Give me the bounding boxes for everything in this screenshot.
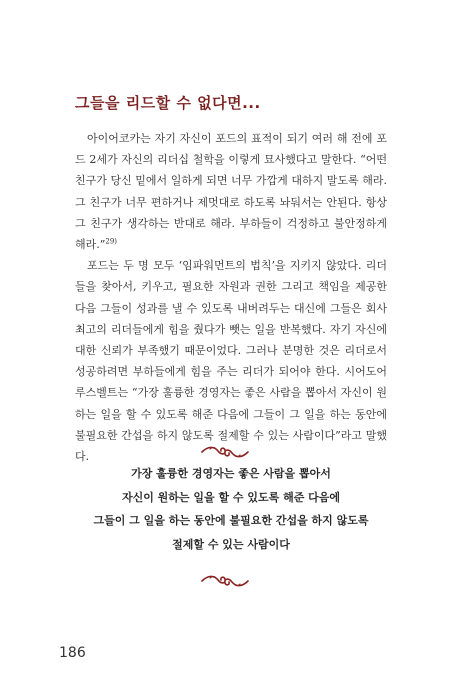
- page-number: 186: [59, 645, 86, 661]
- quote-line: 가장 훌륭한 경영자는 좋은 사람을 뽑아서: [131, 467, 331, 480]
- flourish-bottom-icon: [0, 573, 450, 592]
- pull-quote: [75, 462, 387, 556]
- footnote-marker: 29): [105, 237, 118, 246]
- paragraph: [75, 128, 387, 255]
- paragraph-text: 포드는 두 명 모두 ‘임파워먼트의 법칙’을 지키지 않았다. 리더들을 찾아서, 키우고, 필요한 자원과 권한 그리고 책임을 제공한 다음 그들이 성과를 낼 수 있도록 내버려두는 대신에 그들은 회사 최고의 리더들에게 힘을 줬다가 뺏는 일을 반복했다. 자기 자신에 대한 신뢰가 부족했기 때문이었다. 그러나 분명한 것은 리더로서 성공하려면 부하들에게 힘을 주는 리더가 되어야 한다. 시어도어 루스벨트는 “가장 훌륭한 경영자는 좋은 사람을 뽑아서 자신이 원하는 일을 할 수 있도록 해준 다음에 그들이 그 일을 하는 동안에 불필요한 간섭을 하지 않도록 절제할 수 있는 사람이다”라고 말했다.: [75, 259, 387, 464]
- paragraph-text: 아이어코카는 자기 자신이 포드의 표적이 되기 여러 해 전에 포드 2세가 자신의 리더십 철학을 이렇게 묘사했다고 말한다. “어떤 친구가 당신 밑에서 일하게 되면 너무 가깝게 대하지 말도록 해라. 그 친구가 너무 편하거나 제멋대로 하도록 놔둬서는 안된다. 항상 그 친구가 생각하는 반대로 해라. 부하들이 걱정하고 불안정하게 해라.”: [75, 132, 387, 252]
- quote-line: 그들이 그 일을 하는 동안에 불필요한 간섭을 하지 않도록: [93, 514, 369, 527]
- flourish-top-icon: [0, 444, 450, 463]
- section-heading: 그들을 리드할 수 없다면...: [75, 94, 261, 112]
- paragraph: [75, 255, 387, 467]
- body-text: [75, 128, 387, 467]
- quote-line: 절제할 수 있는 사람이다: [172, 537, 290, 551]
- quote-line: 자신이 원하는 일을 할 수 있도록 해준 다음에: [121, 490, 341, 504]
